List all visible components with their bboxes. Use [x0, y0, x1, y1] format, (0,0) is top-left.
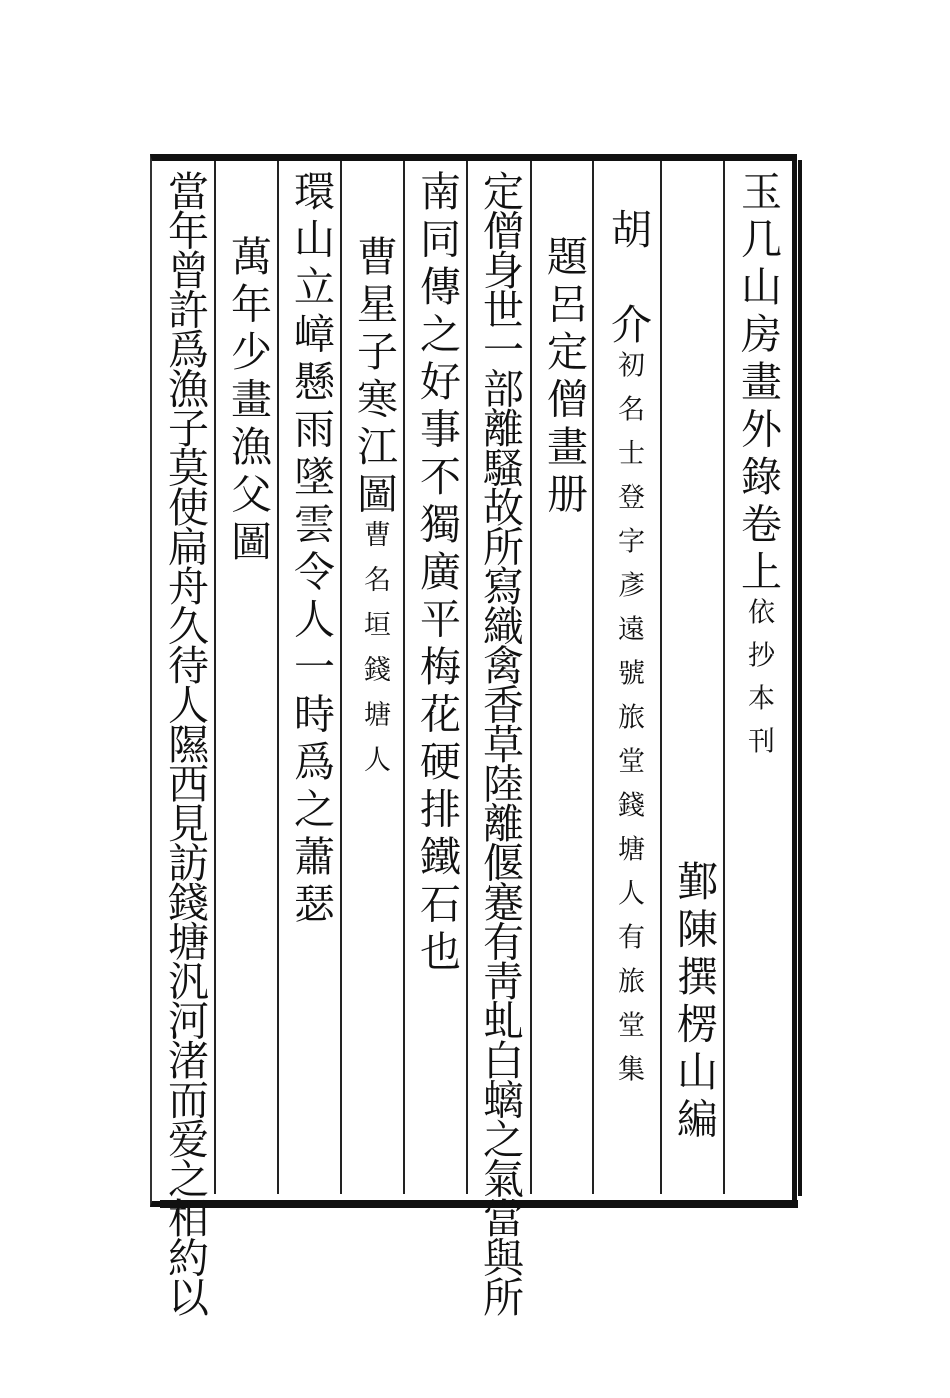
section-heading — [534, 235, 594, 1250]
heading-text: 曹星子寒江圖 — [350, 235, 398, 520]
author-name: 胡 介 — [604, 208, 652, 351]
text-column — [407, 170, 467, 1185]
compiler-credit: 鄞陳撰楞山編 — [670, 860, 718, 1145]
outer-border-rule — [798, 160, 802, 1196]
column-divider — [530, 161, 532, 1194]
section-heading — [218, 235, 278, 1250]
compiler-column — [664, 170, 724, 1185]
author-bio: 初名士登字彥遠號旅堂錢塘人有旅堂集 — [613, 350, 644, 1099]
volume-title: 玉几山房畫外錄卷上 — [734, 170, 782, 598]
body-text: 南同傳之好事不獨廣平梅花硬排鐵石也 — [413, 170, 461, 978]
heading-note: 曹名垣錢塘人 — [359, 520, 390, 790]
body-text: 當年曾許爲漁子莫使扁舟久待人隰西見訪錢塘汎河渚而爱之相約以 — [161, 170, 209, 1316]
heading-text: 題呂定僧畫册 — [540, 235, 588, 520]
body-text: 定僧身世一部離騷故所寫織禽香草陸離偃蹇有靑虬白螭之氣當與所 — [476, 170, 524, 1316]
column-divider — [660, 161, 662, 1194]
author-column — [598, 208, 658, 1223]
section-heading — [344, 235, 404, 1250]
edition-note: 依抄本刊 — [743, 597, 774, 770]
title-column — [728, 170, 788, 1185]
text-column — [281, 170, 341, 1185]
heading-text: 萬年少畫漁父圖 — [224, 235, 272, 568]
text-column — [470, 170, 530, 1316]
text-column — [155, 170, 215, 1316]
body-text: 環山立嶂懸雨墜雲令人一時爲之蕭瑟 — [287, 170, 335, 930]
